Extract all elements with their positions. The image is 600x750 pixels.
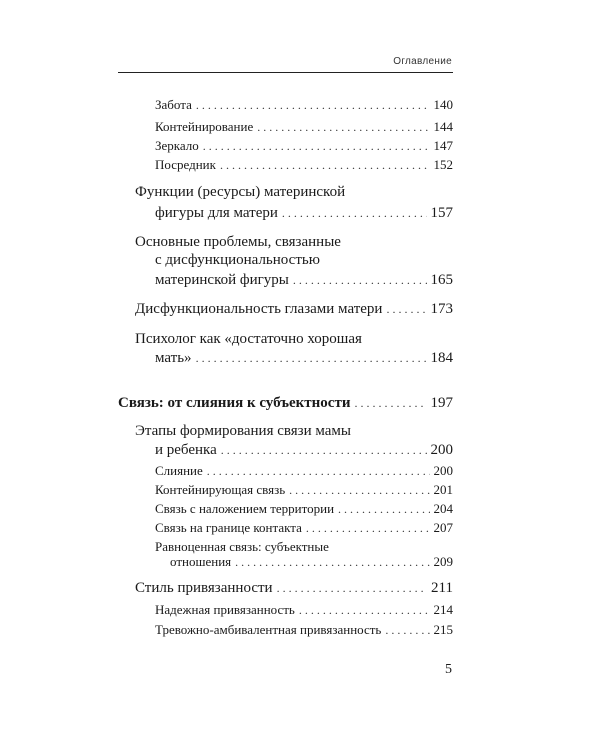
toc-leader xyxy=(293,273,427,288)
toc-entry-title: и ребенка xyxy=(155,442,217,458)
toc-leader xyxy=(282,206,427,221)
toc-leader xyxy=(196,98,430,113)
toc-chapter-title: Связь: от слияния к субъектности xyxy=(118,395,351,411)
running-header: Оглавление xyxy=(393,56,452,67)
toc-entry-continued[interactable] xyxy=(135,234,453,251)
toc-entry-continued[interactable] xyxy=(135,423,453,440)
toc-leader xyxy=(289,483,429,498)
toc-entry[interactable] xyxy=(155,119,453,135)
toc-entry-title: Этапы формирования связи мамы xyxy=(135,423,351,439)
toc-entry-page: 215 xyxy=(433,622,453,637)
toc-entry[interactable] xyxy=(135,301,453,318)
toc-entry-title: Связь с наложением территории xyxy=(155,501,335,516)
toc-entry[interactable] xyxy=(155,482,453,498)
toc-leader xyxy=(207,464,430,479)
toc-entry[interactable] xyxy=(155,442,453,459)
toc-entry[interactable] xyxy=(155,501,453,517)
toc-leader xyxy=(203,139,430,154)
toc-leader xyxy=(385,623,429,638)
toc-entry-page: 200 xyxy=(433,463,453,478)
toc-entry-page: 173 xyxy=(430,301,453,317)
toc-entry-page: 207 xyxy=(433,520,453,535)
toc-entry-page: 147 xyxy=(433,138,453,153)
toc-entry[interactable] xyxy=(135,580,453,597)
toc-entry-title: Связь на границе контакта xyxy=(155,520,302,535)
toc-entry-page: 200 xyxy=(430,442,453,458)
toc-entry-continued[interactable] xyxy=(155,252,453,269)
toc-entry-page: 157 xyxy=(430,205,453,221)
header-rule xyxy=(118,72,453,73)
toc-leader xyxy=(235,555,429,570)
toc-entry[interactable] xyxy=(155,97,453,113)
toc-entry-page: 144 xyxy=(433,119,453,134)
toc-leader xyxy=(338,502,429,517)
toc-entry-title: Стиль привязанности xyxy=(135,580,273,596)
toc-entry[interactable] xyxy=(170,554,453,570)
toc-leader xyxy=(196,351,427,366)
toc-entry[interactable] xyxy=(155,205,453,222)
toc-entry-continued[interactable] xyxy=(135,184,453,201)
toc-entry[interactable] xyxy=(155,622,453,638)
toc-entry-title: Основные проблемы, связанные xyxy=(135,234,341,250)
toc-leader xyxy=(299,603,430,618)
toc-entry[interactable] xyxy=(155,520,453,536)
toc-entry-page: 152 xyxy=(433,157,453,172)
page-number: 5 xyxy=(445,662,452,677)
toc-entry-page: 211 xyxy=(431,580,453,596)
toc-entry-title: Тревожно-амбивалентная привязанность xyxy=(155,622,382,637)
toc-entry-continued[interactable] xyxy=(155,539,453,555)
toc-entry-page: 165 xyxy=(430,272,453,288)
toc-leader xyxy=(221,443,427,458)
toc-entry-title: с дисфункциональностью xyxy=(155,252,320,268)
toc-entry-title: Психолог как «достаточно хорошая xyxy=(135,331,362,347)
toc-entry-page: 209 xyxy=(433,554,453,569)
toc-entry-title: Равноценная связь: субъектные xyxy=(155,539,329,554)
toc-entry-title: Посредник xyxy=(155,157,216,172)
toc-entry-title: Контейнирование xyxy=(155,119,254,134)
toc-entry-title: материнской фигуры xyxy=(155,272,289,288)
toc-entry[interactable] xyxy=(155,463,453,479)
toc-entry-title: мать» xyxy=(155,350,192,366)
toc-entry[interactable] xyxy=(155,272,453,289)
toc-entry-title: Слияние xyxy=(155,463,203,478)
toc-entry-title: Контейнирующая связь xyxy=(155,482,286,497)
toc-entry-title: Зеркало xyxy=(155,138,199,153)
toc-entry[interactable] xyxy=(155,157,453,173)
toc-entry-title: Забота xyxy=(155,97,192,112)
toc-leader xyxy=(354,396,426,411)
toc-leader xyxy=(220,158,430,173)
toc-entry-page: 201 xyxy=(433,482,453,497)
toc-entry[interactable] xyxy=(155,138,453,154)
toc-leader xyxy=(277,581,427,596)
toc-entry-title: Надежная привязанность xyxy=(155,602,295,617)
toc-leader xyxy=(257,120,429,135)
toc-entry-title: Функции (ресурсы) материнской xyxy=(135,184,346,200)
toc-entry[interactable] xyxy=(155,602,453,618)
toc-entry-page: 184 xyxy=(430,350,453,366)
toc-leader xyxy=(386,302,426,317)
toc-entry-title: фигуры для матери xyxy=(155,205,278,221)
toc-entry-page: 140 xyxy=(433,97,453,112)
toc-leader xyxy=(306,521,430,536)
toc-entry[interactable] xyxy=(155,350,453,367)
toc-chapter-entry[interactable] xyxy=(118,395,453,412)
toc-entry-page: 204 xyxy=(433,501,453,516)
toc-entry-title: Дисфункциональность глазами матери xyxy=(135,301,383,317)
toc-entry-title: отношения xyxy=(170,554,232,569)
toc-entry-page: 197 xyxy=(430,395,453,411)
toc-entry-continued[interactable] xyxy=(135,331,453,348)
toc-entry-page: 214 xyxy=(433,602,453,617)
